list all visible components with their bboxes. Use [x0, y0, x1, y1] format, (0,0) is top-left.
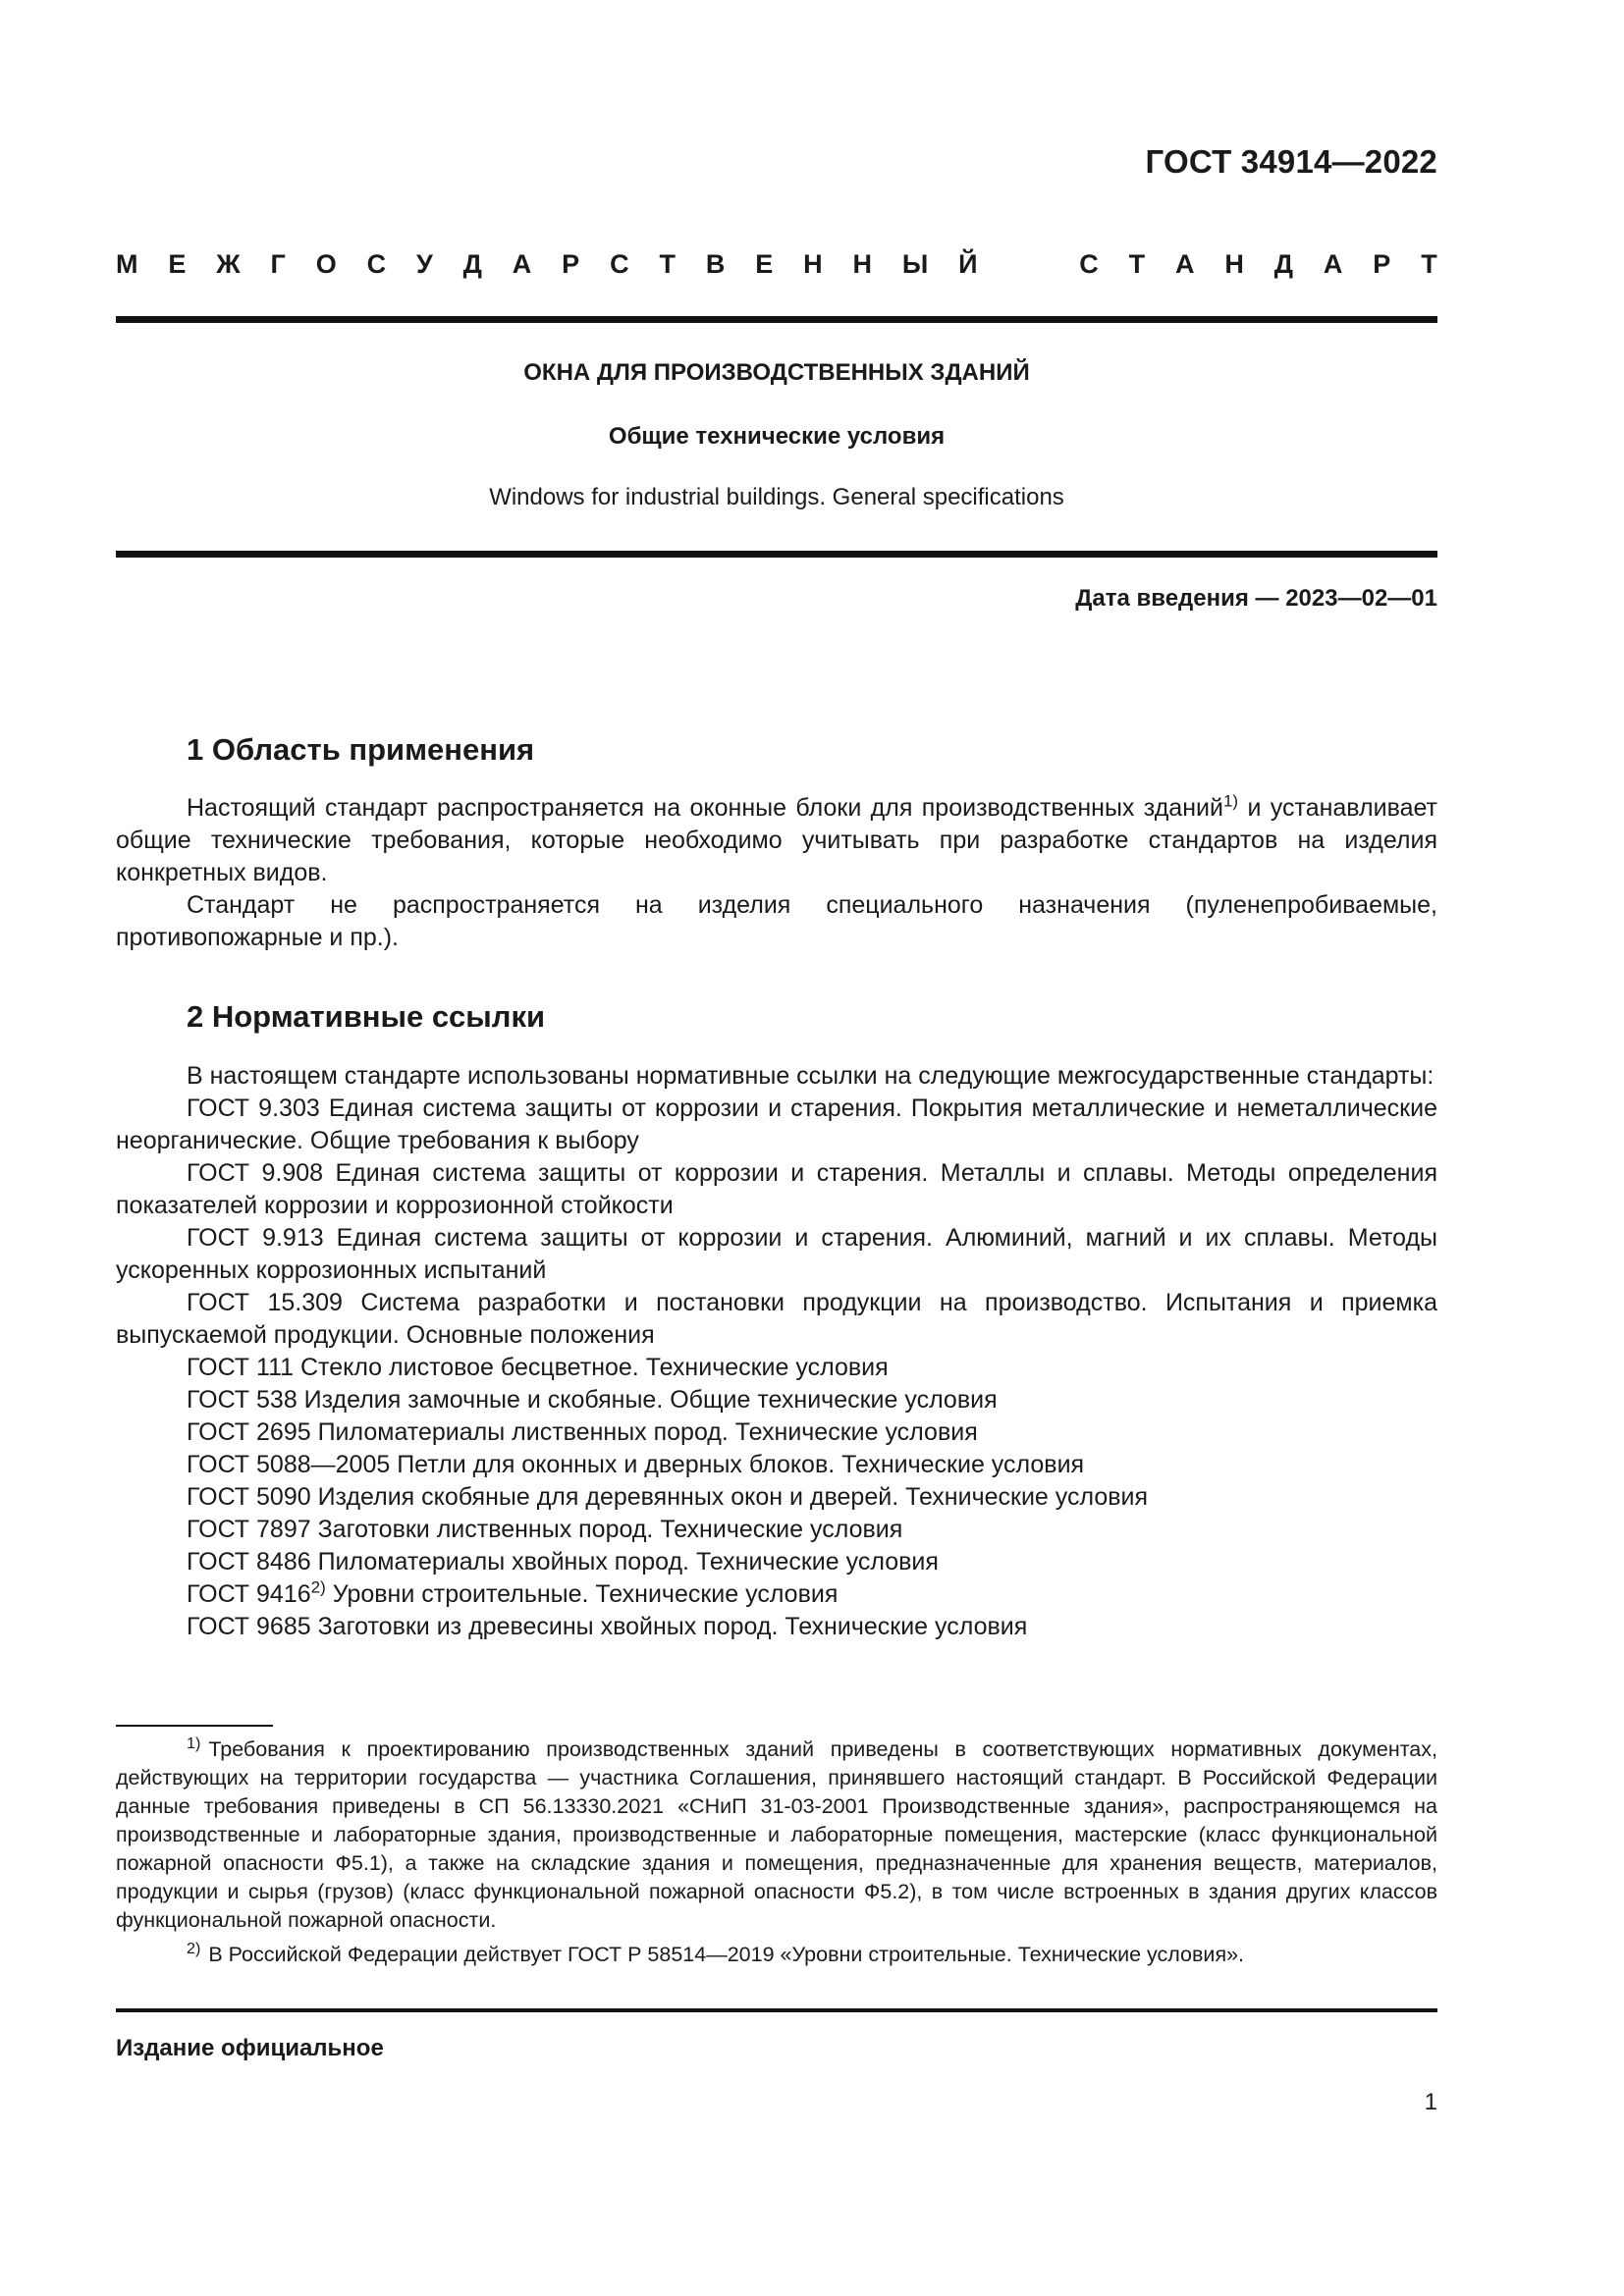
top-divider [116, 316, 1437, 323]
word-gap [1007, 249, 1049, 280]
interstate-standard-heading [116, 249, 1437, 280]
reference-text: ГОСТ 9416 [187, 1580, 311, 1608]
section-2-heading: 2 Нормативные ссылки [187, 999, 546, 1034]
document-title-english: Windows for industrial buildings. General specifications [489, 484, 1064, 510]
section-1-paragraph-2: Стандарт не распространяется на изделия специального назначения (пуленепробиваемые, противопожарные и пр.). [116, 891, 1437, 951]
section-1-heading: 1 Область применения [187, 732, 535, 767]
heading-letter: Т [1128, 249, 1146, 279]
heading-letter: Д [1273, 249, 1294, 279]
heading-letter: А [512, 249, 532, 279]
heading-letter: Й [958, 249, 978, 279]
reference-item: ГОСТ 8486 Пиломатериалы хвойных пород. Технические условия [187, 1548, 939, 1575]
heading-letter: Т [1421, 249, 1437, 279]
footnote-1 [116, 1735, 1437, 1935]
reference-item: ГОСТ 9.913 Единая система защиты от коррозии и старения. Алюминий, магний и их сплавы. Методы ускоренных коррозионных испытаний [116, 1224, 1437, 1284]
section-1-body [116, 792, 1437, 954]
heading-letter: Е [755, 249, 774, 279]
heading-letter: Ж [216, 249, 241, 279]
section-2-intro: В настоящем стандарте использованы нормативные ссылки на следующие межгосударственные стандарты: [187, 1062, 1435, 1090]
gost-number: ГОСТ 34914—2022 [1145, 143, 1437, 180]
title-divider [116, 551, 1437, 558]
reference-item: ГОСТ 15.309 Система разработки и постановки продукции на производство. Испытания и приемка выпускаемой продукции. Основные положения [116, 1289, 1437, 1349]
footnote-1-mark: 1) [187, 1734, 201, 1752]
paragraph-text: и устанавливает общие технические требования, которые необходимо учитывать при разработке стандартов на изделия конкретных видов. [116, 794, 1437, 886]
footnote-2 [116, 1941, 1437, 1969]
page-number: 1 [1424, 2089, 1437, 2115]
footnote-2-mark: 2) [187, 1939, 201, 1957]
footnote-text: Требования к проектированию производственных зданий приведены в соответствующих нормативных документах, действующих на территории государства — участника Соглашения, принявшего настоящий стандарт. В Российской Федерации данные требования приведены в СП 56.13330.2021 «СНиП 31-03-2001 Производственные здания», распространяющемся на производственные и лабораторные здания, производственные и лабораторные помещения, мастерские (класс функциональной пожарной опасности Ф5.1), а также на складские здания и помещения, предназначенные для хранения веществ, материалов, продукции и сырья (грузов) (класс функциональной пожарной опасности Ф5.2), в том числе встроенных в здания других классов функциональной пожарной опасности. [116, 1737, 1437, 1932]
section-2-body [116, 1060, 1437, 1643]
heading-letter: О [315, 249, 337, 279]
footnote-separator [116, 1725, 273, 1727]
heading-letter: С [1079, 249, 1099, 279]
heading-letter: Н [1224, 249, 1244, 279]
reference-item: ГОСТ 5088—2005 Петли для оконных и дверных блоков. Технические условия [187, 1451, 1085, 1478]
heading-letter: Р [1373, 249, 1391, 279]
reference-item: ГОСТ 7897 Заготовки лиственных пород. Технические условия [187, 1516, 903, 1543]
heading-letter: Г [270, 249, 286, 279]
heading-letter: С [610, 249, 629, 279]
reference-item: ГОСТ 111 Стекло листовое бесцветное. Технические условия [187, 1354, 889, 1381]
heading-letter: Н [852, 249, 872, 279]
heading-letter: А [1175, 249, 1195, 279]
heading-letter: Т [659, 249, 676, 279]
section-1-paragraph-1 [116, 792, 1437, 889]
heading-letter: В [705, 249, 726, 279]
introduction-date: Дата введения — 2023—02—01 [1075, 585, 1437, 612]
paragraph-text: Настоящий стандарт распространяется на оконные блоки для производственных зданий [187, 794, 1223, 822]
footer-divider [116, 2008, 1437, 2012]
reference-list [116, 1093, 1437, 1643]
footnotes [116, 1735, 1437, 1975]
heading-letter: Е [168, 249, 187, 279]
footnote-mark-2: 2) [310, 1577, 326, 1597]
reference-item: ГОСТ 5090 Изделия скобяные для деревянных окон и дверей. Технические условия [187, 1483, 1149, 1511]
reference-item: ГОСТ 9685 Заготовки из древесины хвойных пород. Технические условия [187, 1613, 1028, 1640]
document-title: ОКНА ДЛЯ ПРОИЗВОДСТВЕННЫХ ЗДАНИЙ [523, 359, 1030, 386]
reference-item: ГОСТ 2695 Пиломатериалы лиственных пород. Технические условия [187, 1418, 978, 1446]
footnote-mark-1: 1) [1222, 791, 1239, 811]
heading-letter: С [366, 249, 387, 279]
heading-letter: У [416, 249, 433, 279]
reference-item: ГОСТ 9.908 Единая система защиты от коррозии и старения. Металлы и сплавы. Методы определения показателей коррозии и коррозионной стойкости [116, 1159, 1437, 1219]
official-edition-label: Издание официальное [116, 2035, 384, 2061]
footnote-text: В Российской Федерации действует ГОСТ Р 58514—2019 «Уровни строительные. Технические условия». [208, 1943, 1245, 1966]
reference-item: ГОСТ 9.303 Единая система защиты от коррозии и старения. Покрытия металлические и неметаллические неорганические. Общие требования к выбору [116, 1095, 1437, 1154]
reference-item-9416 [116, 1578, 1437, 1611]
heading-letter: М [116, 249, 138, 279]
heading-letter: Н [803, 249, 823, 279]
document-subtitle: Общие технические условия [608, 423, 946, 450]
heading-letter: Д [462, 249, 482, 279]
reference-item: ГОСТ 538 Изделия замочные и скобяные. Общие технические условия [187, 1386, 998, 1414]
heading-letter: Р [562, 249, 580, 279]
heading-letter: А [1323, 249, 1343, 279]
heading-letter: Ы [901, 249, 929, 279]
reference-text: Уровни строительные. Технические условия [325, 1580, 839, 1608]
